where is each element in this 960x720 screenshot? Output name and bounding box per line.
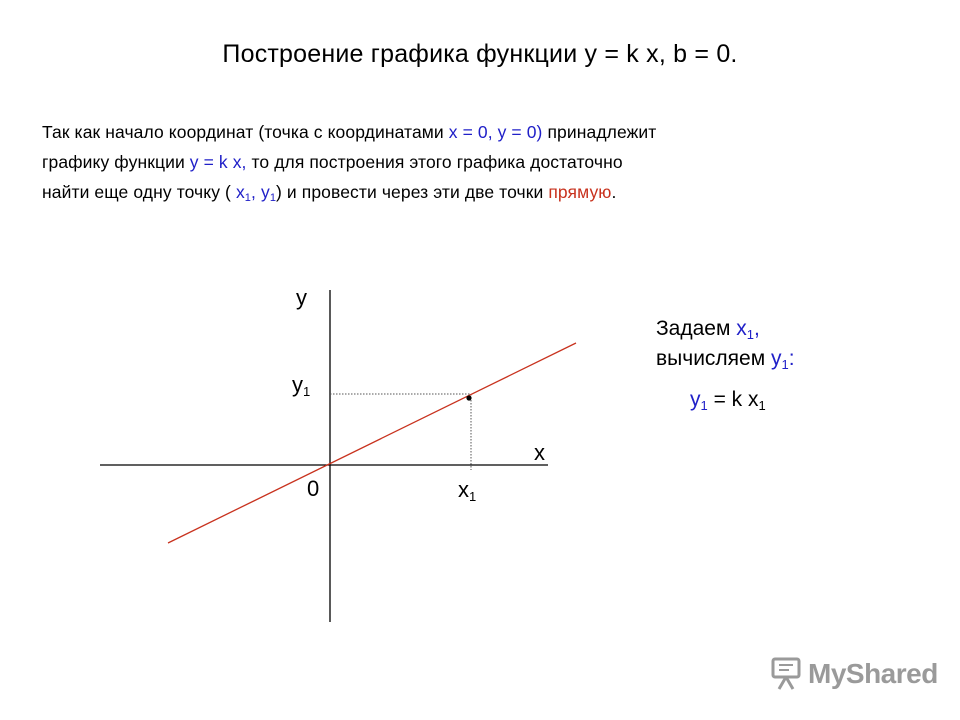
paragraph-text: графику функции [42, 152, 190, 172]
formula-y1-kx1: $y_1 = k$ $x_1$ [690, 388, 766, 413]
page-title: Построение графика функции y = k x, b = 0. [222, 40, 738, 68]
function-formula: y = k x, [189, 152, 247, 172]
origin-coordinates: x = 0, y = 0) [448, 122, 543, 142]
line-word: прямую [548, 182, 612, 202]
side-text-line-1: Задаем $x_1$, [656, 317, 760, 342]
paragraph-text: принадлежит [542, 122, 657, 142]
x1-label: $x_1$ [458, 477, 477, 504]
paragraph-text: Так как начало координат (точка с координатами [42, 122, 449, 142]
y1-label: $y_1$ [292, 372, 311, 399]
point-x1-y1 [466, 395, 471, 400]
presentation-board-icon [770, 656, 806, 692]
point-coordinates: $x_1$, $y_1$ [235, 182, 277, 204]
y-axis-label: y [296, 285, 307, 310]
x-axis-label: x [534, 440, 545, 465]
origin-label: 0 [307, 476, 320, 501]
function-line [168, 343, 576, 543]
paragraph-text: ) и провести через эти две точки [276, 182, 549, 202]
paragraph-text: найти еще одну точку ( [42, 182, 236, 202]
side-x1: $x_1$, [736, 317, 760, 342]
side-text-line-2: вычисляем $y_1$: [656, 347, 795, 372]
paragraph-text: то для построения этого графика достаточно [246, 152, 623, 172]
paragraph-text: . [611, 182, 617, 202]
myshared-logo: MyShared [768, 654, 928, 694]
side-y1: $y_1$: [771, 347, 795, 372]
